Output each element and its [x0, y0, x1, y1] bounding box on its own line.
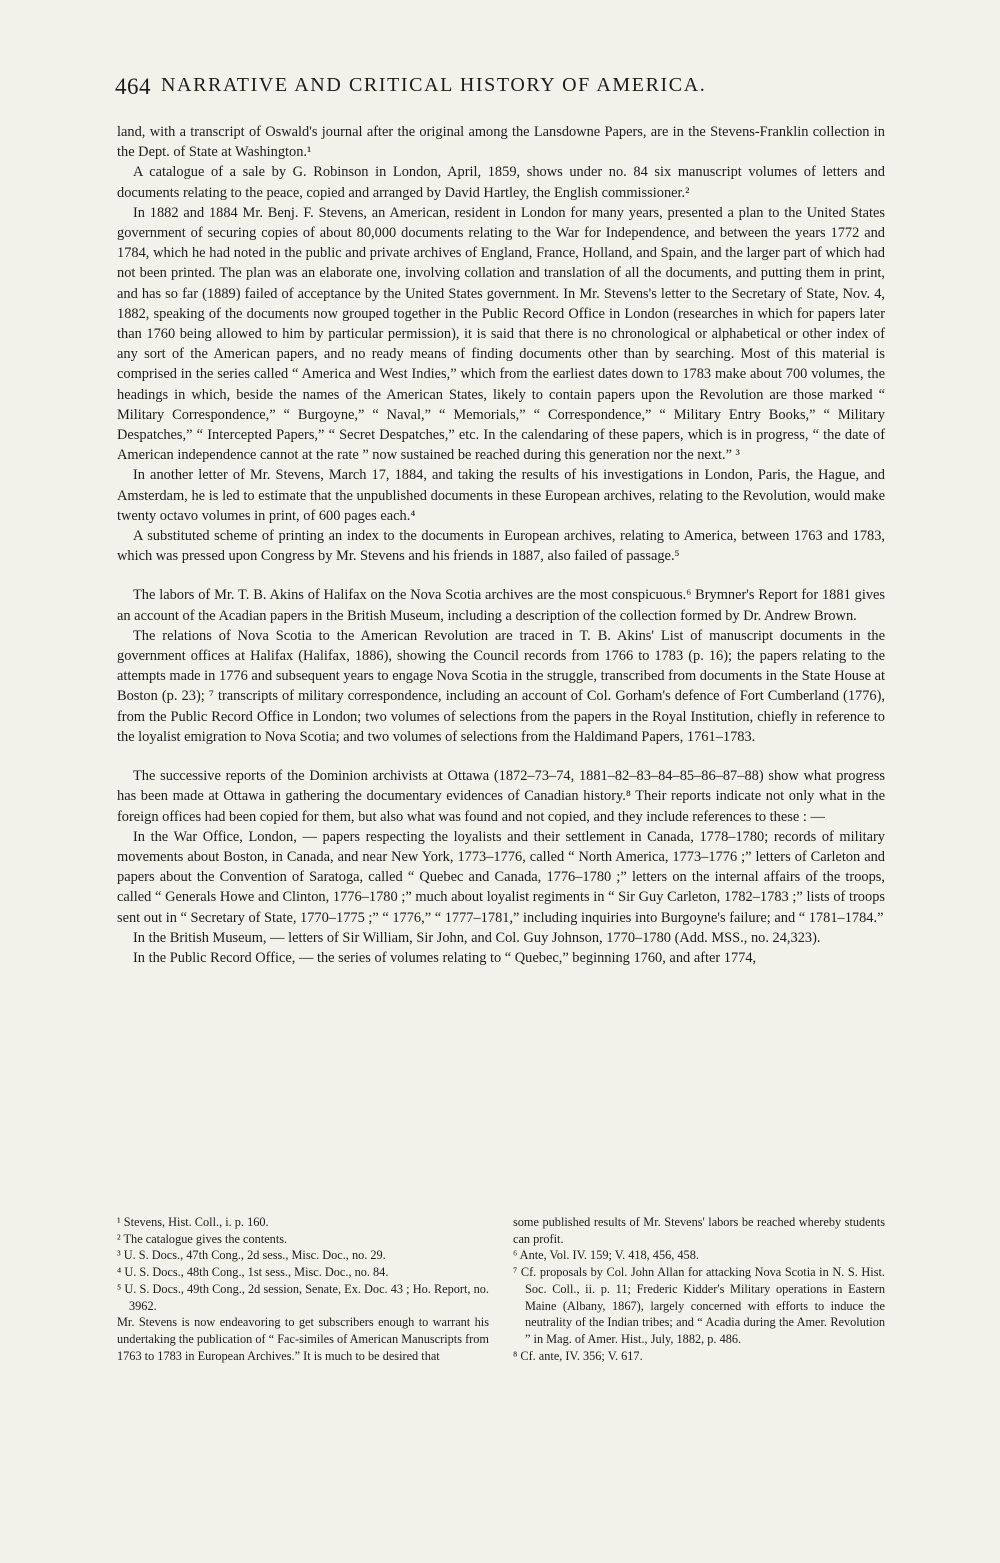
footnote: ⁵ U. S. Docs., 49th Cong., 2d session, Senate, Ex. Doc. 43 ; Ho. Report, no. 3962. — [117, 1281, 489, 1313]
paragraph: In the British Museum, — letters of Sir William, Sir John, and Col. Guy Johnson, 1770–1780 (Add. MSS., no. 24,323). — [133, 929, 821, 946]
page-number: 464 — [115, 74, 151, 99]
footnote-continuation: Mr. Stevens is now endeavoring to get subscribers enough to warrant his undertaking the publication of “ Fac-similes of American Manuscripts from 1763 to 1783 in European Archives.” It is much to be desired that — [117, 1315, 489, 1363]
paragraph: land, with a transcript of Oswald's journal after the original among the Lansdowne Papers, are in the Stevens-Franklin collection in the Dept. of State at Washington.¹ — [117, 124, 885, 161]
footnote: ² The catalogue gives the contents. — [117, 1231, 288, 1246]
paragraph: The labors of Mr. T. B. Akins of Halifax on the Nova Scotia archives are the most conspicuous.⁶ Brymner's Report for 1881 gives an account of the Acadian papers in the British Museum, including a description of the collection formed by Dr. Andrew Brown. — [117, 587, 885, 624]
footnote: ¹ Stevens, Hist. Coll., i. p. 160. — [117, 1215, 269, 1229]
body-text — [117, 122, 885, 968]
paragraph: A substituted scheme of printing an index to the documents in European archives, relating to America, between 1763 and 1783, which was pressed upon Congress by Mr. Stevens and his friends in 1887, also failed of passage.⁵ — [117, 528, 885, 565]
paragraph: In another letter of Mr. Stevens, March 17, 1884, and taking the results of his investigations in London, Paris, the Hague, and Amsterdam, he is led to estimate that the unpublished documents in these European archives, relating to the Revolution, would make twenty octavo volumes in print, of 600 pages each.⁴ — [117, 467, 885, 524]
running-head: NARRATIVE AND CRITICAL HISTORY OF AMERICA. — [161, 74, 707, 96]
footnotes-left-column — [117, 1214, 489, 1364]
paragraph: The successive reports of the Dominion archivists at Ottawa (1872–73–74, 1881–82–83–84–85–86–87–88) show what progress has been made at Ottawa in gathering the documentary evidences of Canadian history.⁸ Their reports indicate not only what in the foreign offices had been copied for them, but also what was found and not copied, and they include references to these : — — [117, 768, 885, 825]
footnotes — [117, 1214, 885, 1364]
footnote: ⁶ Ante, Vol. IV. 159; V. 418, 456, 458. — [513, 1248, 699, 1263]
paragraph: In the War Office, London, — papers respecting the loyalists and their settlement in Canada, 1778–1780; records of military movements about Boston, in Canada, and near New York, 1773–1776, called “ North America, 1773–1776 ;” letters of Carleton and papers about the Convention of Saratoga, called “ Quebec and Canada, 1776–1780 ;” letters on the internal affairs of the troops, called “ Generals Howe and Clinton, 1776–1780 ;” much about loyalist regiments in “ Sir Guy Carleton, 1782–1783 ;” lists of troops sent out in “ Secretary of State, 1770–1775 ;” “ 1776,” “ 1777–1781,” including inquiries into Burgoyne's failure; and “ 1781–1784.” — [117, 828, 885, 926]
paragraph: In 1882 and 1884 Mr. Benj. F. Stevens, an American, resident in London for many years, presented a plan to the United States government of securing copies of about 80,000 documents relating to the War for Independence, and between the years 1772 and 1784, which he had noted in the public and private archives of England, France, Holland, and Spain, and the larger part of which had not been printed. The plan was an elaborate one, involving collation and translation of all the documents, and putting them in print, and has so far (1889) failed of acceptance by the United States government. In Mr. Stevens's letter to the Secretary of State, Nov. 4, 1882, speaking of the documents now grouped together in the Public Record Office in London (researches in which for papers later than 1760 being allowed to him by particular permission), it is said that there is no chronological or alphabetical or other index of any sort of the American papers, and no ready means of finding documents other than by searching. Most of this material is comprised in the series called “ America and West Indies,” which from the earliest dates down to 1783 make about 700 volumes, the headings in which, beside the names of the American States, likely to contain papers upon the Revolution are those marked “ Military Correspondence,” “ Burgoyne,” “ Naval,” “ Memorials,” “ Correspondence,” “ Military Entry Books,” “ Military Despatches,” “ Intercepted Papers,” “ Secret Despatches,” etc. In the calendaring of these papers, which is in progress, “ the date of American independence cannot at the rate ” now sustained be reached during this generation nor the next.” ³ — [117, 204, 885, 464]
paragraph: The relations of Nova Scotia to the American Revolution are traced in T. B. Akins' List of manuscript documents in the government offices at Halifax (Halifax, 1886), showing the Council records from 1766 to 1783 (p. 16); the papers relating to the attempts made in 1776 and subsequent years to engage Nova Scotia in the struggle, transcribed from documents in the State House at Boston (p. 23); ⁷ transcripts of military correspondence, including an account of Col. Gorham's defence of Fort Cumberland (1776), from the Public Record Office in London; two volumes of selections from the papers in the Royal Institution, chiefly in reference to the loyalist emigration to Nova Scotia; and two volumes of selections from the Haldimand Papers, 1761–1783. — [117, 627, 885, 745]
paragraph: In the Public Record Office, — the series of volumes relating to “ Quebec,” beginning 1760, and after 1774, — [133, 949, 757, 966]
footnotes-right-column — [513, 1214, 885, 1364]
page-header — [115, 70, 895, 106]
footnote: ⁸ Cf. ante, IV. 356; V. 617. — [513, 1348, 643, 1363]
paragraph: A catalogue of a sale by G. Robinson in London, April, 1859, shows under no. 84 six manuscript volumes of letters and documents relating to the peace, copied and arranged by David Hartley, the English commissioner.² — [117, 164, 885, 201]
footnote: ⁷ Cf. proposals by Col. John Allan for attacking Nova Scotia in N. S. Hist. Soc. Coll., ii. p. 11; Frederic Kidder's Military operations in Eastern Maine (Albany, 1867), largely concerned with efforts to induce the neutrality of the Indian tribes; and “ Acadia during the Amer. Revolution ” in Mag. of Amer. Hist., July, 1882, p. 486. — [513, 1265, 885, 1346]
footnote-continuation: some published results of Mr. Stevens' labors be reached whereby students can profit. — [513, 1215, 885, 1246]
footnote: ³ U. S. Docs., 47th Cong., 2d sess., Misc. Doc., no. 29. — [117, 1248, 386, 1263]
footnote: ⁴ U. S. Docs., 48th Cong., 1st sess., Misc. Doc., no. 84. — [117, 1265, 389, 1280]
